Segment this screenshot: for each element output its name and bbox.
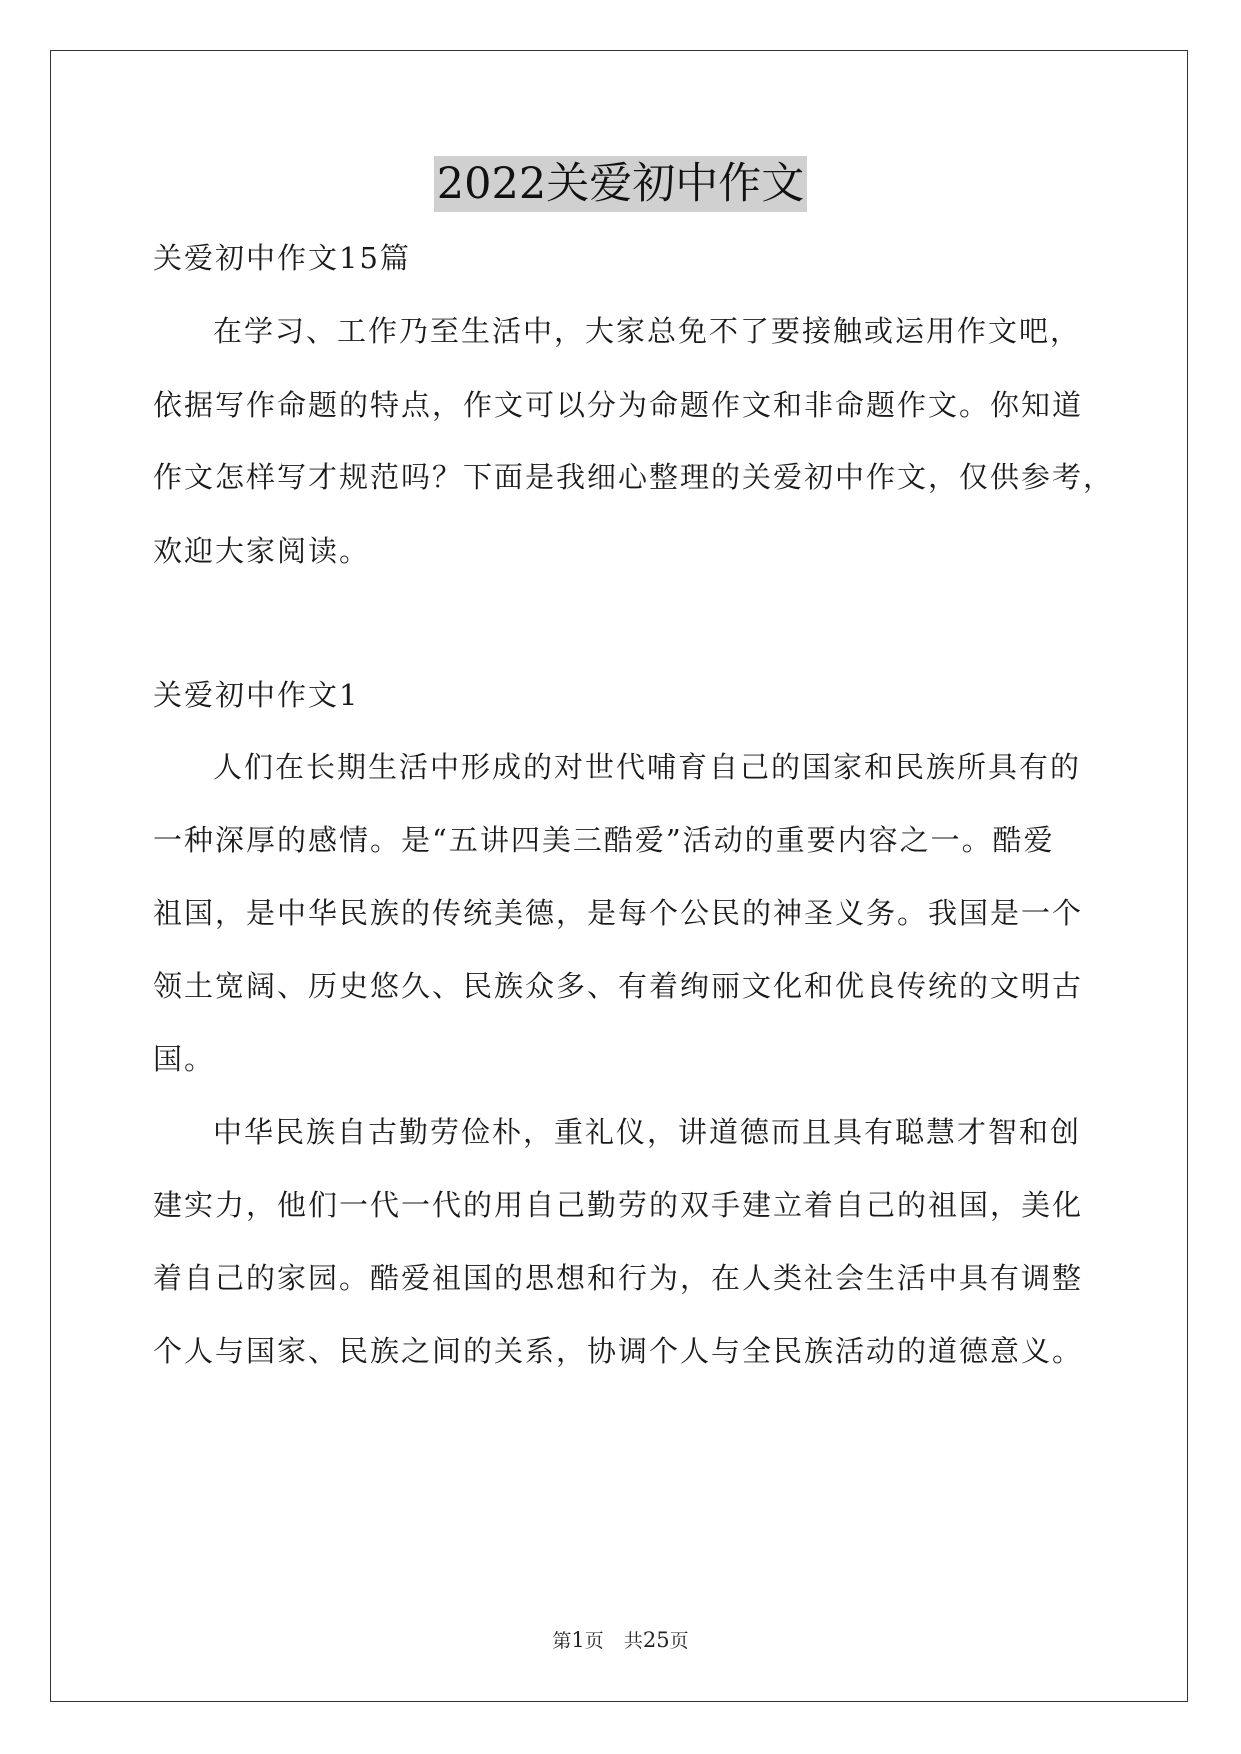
body-line: 中华民族自古勤劳俭朴，重礼仪，讲道德而且具有聪慧才智和创: [213, 1115, 1082, 1149]
subtitle-line: 关爱初中作文15篇: [153, 241, 411, 275]
total-prefix: 共: [623, 1630, 643, 1652]
body-line: 祖国，是中华民族的传统美德，是每个公民的神圣义务。我国是一个: [153, 896, 1084, 930]
body-line: 个人与国家、民族之间的关系，协调个人与全民族活动的道德意义。: [153, 1334, 1084, 1368]
page-suffix: 页: [584, 1630, 604, 1652]
body-line: 一种深厚的感情。是“五讲四美三酷爱”活动的重要内容之一。酷爱: [153, 823, 1055, 857]
body-line: 作文怎样写才规范吗？下面是我细心整理的关爱初中作文，仅供参考，: [153, 460, 1115, 494]
body-line: 在学习、工作乃至生活中，大家总免不了要接触或运用作文吧，: [213, 314, 1082, 348]
page-border: [50, 50, 1188, 1702]
total-suffix: 页: [669, 1630, 689, 1652]
body-line: 国。: [153, 1042, 216, 1076]
body-line: 人们在长期生活中形成的对世代哺育自己的国家和民族所具有的: [213, 750, 1082, 784]
page-footer: [0, 1627, 1241, 1654]
page-prefix: 第: [552, 1630, 572, 1652]
body-line: 领土宽阔、历史悠久、民族众多、有着绚丽文化和优良传统的文明古: [153, 969, 1084, 1003]
document-title: 2022关爱初中作文: [434, 156, 807, 212]
title-container: [0, 156, 1241, 212]
page-number: 1: [571, 1628, 585, 1652]
body-line: 着自己的家园。酷爱祖国的思想和行为，在人类社会生活中具有调整: [153, 1261, 1084, 1295]
body-line: 依据写作命题的特点，作文可以分为命题作文和非命题作文。你知道: [153, 388, 1084, 422]
section-heading: 关爱初中作文1: [153, 678, 360, 712]
body-line: 建实力，他们一代一代的用自己勤劳的双手建立着自己的祖国，美化: [153, 1188, 1084, 1222]
total-pages: 25: [642, 1628, 670, 1652]
body-line: 欢迎大家阅读。: [153, 534, 371, 568]
